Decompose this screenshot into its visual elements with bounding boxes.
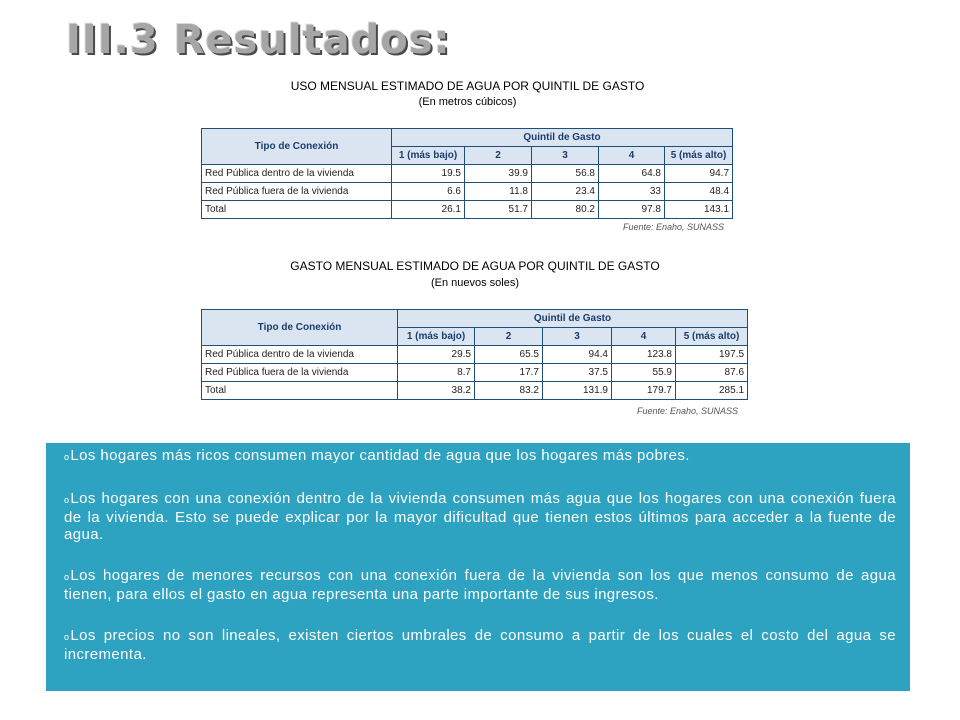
table1-header-row xyxy=(202,129,733,147)
cell: 179.7 xyxy=(612,382,676,400)
table2 xyxy=(201,309,748,400)
table2-source: Fuente: Enaho, SUNASS xyxy=(637,406,739,416)
table-row xyxy=(202,346,748,364)
table1-title: USO MENSUAL ESTIMADO DE AGUA POR QUINTIL DE GASTO xyxy=(290,79,645,93)
table1-col-5: 5 (más alto) xyxy=(665,147,733,165)
cell: 285.1 xyxy=(676,382,748,400)
cell: 143.1 xyxy=(665,201,733,219)
row-label: Red Pública fuera de la vivienda xyxy=(202,183,392,201)
table1-source: Fuente: Enaho, SUNASS xyxy=(623,222,725,232)
cell: 26.1 xyxy=(392,201,465,219)
row-label: Total xyxy=(202,382,398,400)
bullet-item xyxy=(64,627,896,663)
bullet-marker-icon: o xyxy=(64,452,70,462)
slide-title: III.3 Resultados: xyxy=(66,17,451,63)
table1-header-conexion: Tipo de Conexión xyxy=(202,129,392,165)
cell: 19.5 xyxy=(392,165,465,183)
table-row xyxy=(202,165,733,183)
cell: 11.8 xyxy=(465,183,532,201)
table2-col-1: 1 (más bajo) xyxy=(398,328,475,346)
table1-col-4: 4 xyxy=(599,147,665,165)
table-row-total xyxy=(202,382,748,400)
bullet-text: Los precios no son lineales, existen ciertos umbrales de consumo a partir de los cuales el costo del agua se incrementa. xyxy=(64,627,896,663)
table1-subtitle: (En metros cúbicos) xyxy=(418,96,517,108)
bullet-marker-icon: o xyxy=(64,495,70,505)
table2-col-4: 4 xyxy=(612,328,676,346)
table1-col-2: 2 xyxy=(465,147,532,165)
cell: 83.2 xyxy=(475,382,543,400)
row-label: Red Pública fuera de la vivienda xyxy=(202,364,398,382)
bullet-marker-icon: o xyxy=(64,572,70,582)
bullet-item xyxy=(64,490,896,543)
cell: 39.9 xyxy=(465,165,532,183)
cell: 33 xyxy=(599,183,665,201)
cell: 64.8 xyxy=(599,165,665,183)
cell: 37.5 xyxy=(543,364,612,382)
cell: 51.7 xyxy=(465,201,532,219)
table2-header-row xyxy=(202,310,748,328)
table1-header-quintil: Quintil de Gasto xyxy=(392,129,733,147)
table-row xyxy=(202,183,733,201)
bullet-text: Los hogares de menores recursos con una conexión fuera de la vivienda son los que menos consumo de agua tienen, para ellos el gasto en agua representa una parte importante de sus ingresos. xyxy=(64,567,896,603)
cell: 56.8 xyxy=(532,165,599,183)
bullet-text: Los hogares con una conexión dentro de la vivienda consumen más agua que los hogares con una conexión fuera de la vivienda. Esto se puede explicar por la mayor dificultad que tienen estos últimos para acceder a la fuente de agua. xyxy=(64,490,896,543)
cell: 8.7 xyxy=(398,364,475,382)
cell: 87.6 xyxy=(676,364,748,382)
table1-col-3: 3 xyxy=(532,147,599,165)
table1-col-1: 1 (más bajo) xyxy=(392,147,465,165)
row-label: Total xyxy=(202,201,392,219)
cell: 97.8 xyxy=(599,201,665,219)
table-row-total xyxy=(202,201,733,219)
cell: 23.4 xyxy=(532,183,599,201)
table2-subtitle: (En nuevos soles) xyxy=(430,277,520,289)
conclusions-box xyxy=(46,443,910,691)
bullet-text: Los hogares más ricos consumen mayor cantidad de agua que los hogares más pobres. xyxy=(70,447,690,464)
table2-title: GASTO MENSUAL ESTIMADO DE AGUA POR QUINTIL DE GASTO xyxy=(290,259,660,273)
table1 xyxy=(201,128,733,219)
cell: 65.5 xyxy=(475,346,543,364)
row-label: Red Pública dentro de la vivienda xyxy=(202,165,392,183)
table-row xyxy=(202,364,748,382)
cell: 197.5 xyxy=(676,346,748,364)
cell: 38.2 xyxy=(398,382,475,400)
cell: 17.7 xyxy=(475,364,543,382)
cell: 48.4 xyxy=(665,183,733,201)
cell: 94.4 xyxy=(543,346,612,364)
table2-header-quintil: Quintil de Gasto xyxy=(398,310,748,328)
cell: 55.9 xyxy=(612,364,676,382)
cell: 29.5 xyxy=(398,346,475,364)
cell: 131.9 xyxy=(543,382,612,400)
table2-header-conexion: Tipo de Conexión xyxy=(202,310,398,346)
cell: 6.6 xyxy=(392,183,465,201)
table2-col-5: 5 (más alto) xyxy=(676,328,748,346)
bullet-item xyxy=(64,567,896,603)
row-label: Red Pública dentro de la vivienda xyxy=(202,346,398,364)
table2-col-3: 3 xyxy=(543,328,612,346)
bullet-item xyxy=(64,447,896,466)
bullet-marker-icon: o xyxy=(64,632,70,642)
cell: 80.2 xyxy=(532,201,599,219)
cell: 94.7 xyxy=(665,165,733,183)
cell: 123.8 xyxy=(612,346,676,364)
table2-col-2: 2 xyxy=(475,328,543,346)
